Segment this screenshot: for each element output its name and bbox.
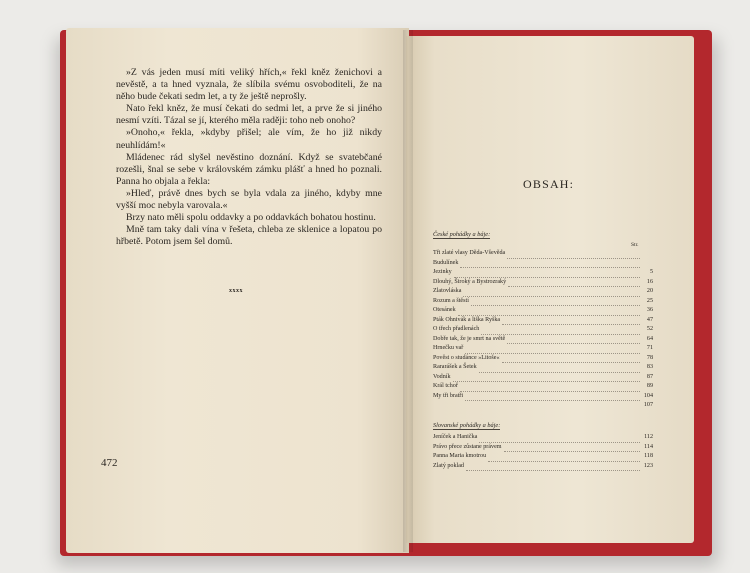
toc-entry-title: Jezinky: [433, 269, 452, 275]
toc-title: OBSAH:: [523, 177, 575, 191]
toc-entry-title: Pověst o studánce »Litoše«: [433, 354, 500, 361]
dot-leader: [488, 457, 640, 462]
toc-entry-title: Dlouhý, Široký a Bystrozraký: [433, 278, 507, 285]
dot-leader: [507, 339, 640, 344]
toc-entry-page: 20: [646, 288, 653, 294]
toc-entry-title: Zlatovláska: [433, 288, 462, 294]
toc-entry-title: Jeníček a Hanička: [433, 434, 478, 440]
toc-entry-page: 47: [646, 316, 653, 323]
toc-entry-page: 114: [644, 443, 653, 450]
dot-leader: [454, 273, 640, 278]
toc-entry-title: Právo přece zůstane právem: [433, 443, 502, 450]
toc-entry: [433, 335, 653, 345]
toc-entry-page: 78: [646, 354, 653, 361]
dot-leader: [460, 387, 640, 392]
toc-entry-title: Panna Maria kmotrou: [433, 453, 487, 459]
toc-entry: [433, 373, 653, 383]
toc-entry-page: 52: [646, 326, 653, 332]
toc-entry: [433, 401, 653, 411]
toc-list: [433, 249, 653, 411]
toc-entry: [433, 325, 653, 335]
dot-leader: [481, 330, 640, 335]
dot-leader: [471, 301, 640, 306]
toc-entry: [433, 278, 653, 288]
toc-entry: [433, 433, 653, 443]
toc-entry-page: 36: [646, 307, 653, 313]
toc-entry-title: Hrnečku vař: [433, 345, 464, 351]
dot-leader: [466, 466, 640, 471]
toc-entry-title: Tři zlaté vlasy Děda-Vševěda: [433, 250, 506, 256]
toc-entry-page: 87: [646, 373, 653, 380]
page-column-label: Str.: [631, 242, 639, 248]
toc-entry-title: Vodník: [433, 373, 451, 380]
toc-entry: [433, 354, 653, 364]
toc-entry-title: Rozum a štěstí: [433, 297, 469, 304]
end-ornament: xxxx: [229, 288, 243, 294]
toc-entry-title: Král tchoř: [433, 383, 458, 389]
section-title: Slovanské pohádky a báje:: [433, 422, 501, 429]
dot-leader: [507, 254, 640, 259]
toc-entry: [433, 382, 653, 392]
toc-entry-title: Budulínek: [433, 259, 459, 266]
toc-list: [433, 433, 653, 471]
toc-entry-page: 118: [644, 453, 653, 459]
paragraph: »Hleď, právě dnes bych se byla vdala za jiného, kdyby mne vyšší moc nebyla varovala.«: [116, 187, 382, 212]
toc-entry-page: 104: [643, 392, 653, 399]
dot-leader: [504, 447, 640, 452]
toc-entry: [433, 306, 653, 316]
toc-entry: [433, 344, 653, 354]
toc-entry: [433, 316, 653, 326]
toc-entry-title: Zlatý poklad: [433, 462, 464, 469]
dot-leader: [460, 263, 640, 268]
page-number: 472: [101, 457, 118, 469]
dot-leader: [463, 292, 640, 297]
dot-leader: [465, 396, 640, 401]
paragraph: »Onoho,« řekla, »kdyby přišel; ale vím, že ho již nikdy neuhlídám!«: [116, 127, 382, 151]
dot-leader: [508, 282, 640, 287]
story-text: [116, 67, 382, 248]
toc-entry-page: 5: [649, 269, 653, 275]
toc-entry-title: Otesánek: [433, 307, 456, 313]
toc-entry: [433, 259, 653, 269]
dot-leader: [479, 368, 640, 373]
paragraph: Nato řekl kněz, že musí čekati do sedmi let, a prve že si jiného nesmí vzíti. Tázal se jí, kterého měla raději: toho neb onoho?: [116, 103, 382, 127]
toc-entry: [433, 462, 653, 472]
toc-entry: [433, 363, 653, 373]
toc-entry: [433, 443, 653, 453]
toc-entry-title: My tři bratři: [433, 392, 464, 399]
paragraph: Mládenec rád slyšel nevěstino doznání. Když se svatebčané rozešli, šnal se sebe v královském zámku plášť a hned ho poznali. Panna ho objala a řekla:: [116, 151, 382, 187]
toc-entry: [433, 268, 653, 278]
dot-leader: [502, 358, 640, 363]
section-title: České pohádky a báje:: [433, 231, 491, 238]
paragraph: »Z vás jeden musí míti veliký hřích,« řekl kněz ženichovi a nevěstě, a ta hned vyznala, že slíbila svému osvoboditeli, že na něho bude čekati sedm let, a ty že ještě neprošly.: [116, 67, 382, 103]
dot-leader: [502, 320, 640, 325]
toc-entry-page: 83: [646, 364, 653, 370]
toc-entry-page: 123: [643, 462, 653, 469]
toc-entry-title: Dobře tak, že je smrt na světě: [433, 335, 506, 342]
toc-entry: [433, 249, 653, 259]
dot-leader: [458, 311, 640, 316]
toc-entry-page: 64: [646, 335, 653, 342]
dot-leader: [453, 377, 641, 382]
toc-entry-page: 107: [643, 402, 653, 408]
toc-entry: [433, 452, 653, 462]
toc-entry: [433, 297, 653, 307]
book-spine: [403, 30, 413, 552]
toc-entry-page: 112: [644, 434, 653, 440]
dot-leader: [479, 438, 640, 443]
toc-entry-page: 89: [646, 383, 653, 389]
paragraph: Mně tam taky dali vína v řešeta, chleba ze sklenice a lopatou po hřbetě. Potom jsem šel domů.: [116, 224, 382, 248]
dot-leader: [465, 349, 640, 354]
toc-entry-title: O třech přadlenách: [433, 326, 480, 332]
toc-entry-title: Rararášek a Šetek: [433, 364, 477, 370]
toc-entry: [433, 287, 653, 297]
toc-entry-page: 16: [646, 278, 653, 285]
paragraph: Brzy nato měli spolu oddavky a po oddavkách bohatou hostinu.: [126, 212, 376, 224]
toc-entry-page: 71: [646, 345, 653, 351]
toc-entry-page: 25: [646, 297, 653, 304]
toc-entry: [433, 392, 653, 402]
toc-entry-title: Pták Ohnivák a liška Ryška: [433, 316, 501, 323]
